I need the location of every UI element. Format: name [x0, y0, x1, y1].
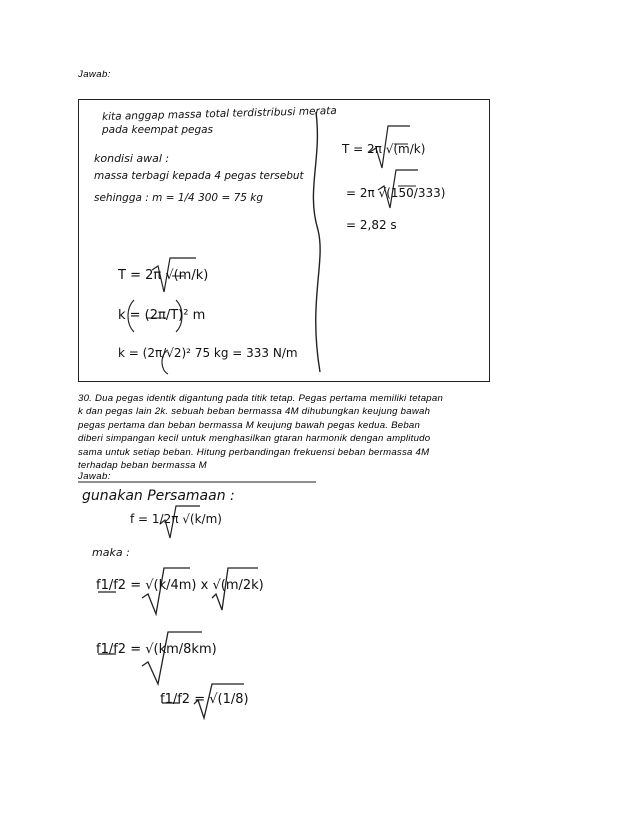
hw-gunakan: gunakan Persamaan :	[82, 488, 235, 504]
hw-intro-line-1: kita anggap massa total terdistribusi merata	[101, 104, 337, 124]
problem-line: 30. Dua pegas identik digantung pada titik tetap. Pegas pertama memiliki tetapan	[78, 393, 444, 404]
problem-line: diberi simpangan kecil untuk menghasilkan gtaran harmonik dengan amplitudo	[78, 433, 431, 445]
answer-label-top: Jawab:	[78, 69, 111, 80]
problem-line: k dan pegas lain 2k. sebuah beban bermassa 4M dihubungkan keujung bawah	[78, 406, 431, 418]
problem-line: terhadap beban bermassa M	[78, 460, 207, 472]
problem-line: pegas pertama dan beban bermassa M keujung bawah pegas kedua. Beban	[78, 419, 421, 431]
brace-stroke	[313, 112, 320, 372]
hw-intro-line-2: pada keempat pegas	[102, 124, 214, 136]
hw-T-result: = 2,82 s	[346, 218, 397, 232]
hw-ratio-1: f1/f2 = √(k/4m) x √(m/2k)	[96, 578, 264, 593]
sqrt-sign	[142, 632, 202, 684]
hw-sehingga: sehingga : m = 1/4 300 = 75 kg	[94, 192, 264, 204]
hw-ratio-3: f1/f2 = √(1/8)	[160, 692, 249, 707]
hw-massa: massa terbagi kepada 4 pegas tersebut	[94, 170, 304, 182]
hw-k-equation: k = (2π/T)² m	[118, 308, 206, 323]
answer-label-bottom: Jawab:	[78, 471, 111, 482]
hw-f-equation: f = 1/2π √(k/m)	[130, 512, 222, 526]
problem-line: sama untuk setiap beban. Hitung perbandingan frekuensi beban bermassa 4M	[78, 446, 430, 458]
hw-maka: maka :	[92, 546, 130, 559]
hw-kondisi: kondisi awal :	[94, 152, 170, 165]
hw-k-value: k = (2π/√2)² 75 kg = 333 N/m	[118, 346, 298, 360]
problem-30-text	[78, 392, 498, 472]
hw-T-right: T = 2π √(m/k)	[342, 142, 426, 156]
hw-T-substituted: = 2π √(150/333)	[346, 186, 446, 200]
hw-ratio-2: f1/f2 = √(km/8km)	[96, 642, 217, 657]
hw-T-equation: T = 2π √(m/k)	[118, 268, 209, 283]
